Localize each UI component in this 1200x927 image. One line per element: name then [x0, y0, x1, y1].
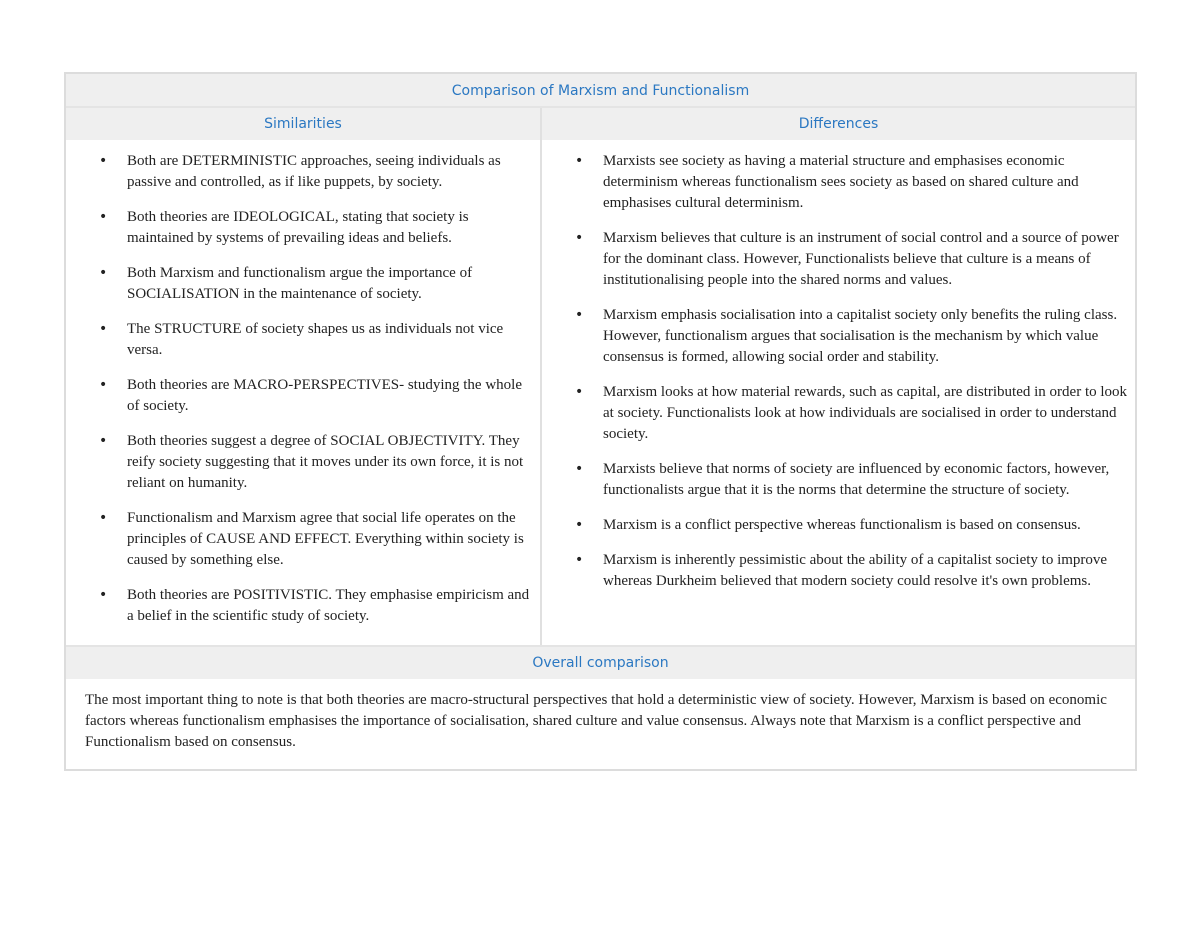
differences-list — [542, 140, 1135, 610]
list-item: • Marxism emphasis socialisation into a capitalist society only benefits the ruling class. However, functionalism argues that socialisation is the mechanism by which value consensus is formed, allowing social order and stability. — [542, 305, 1135, 368]
list-item: • Marxism believes that culture is an instrument of social control and a source of power for the dominant class. However, Functionalists believe that culture is a means of institutionalising people into the shared norms and values. — [542, 228, 1135, 291]
list-item: • Marxists see society as having a material structure and emphasises economic determinism whereas functionalism sees society as based on shared culture and emphasises cultural determinism. — [542, 151, 1135, 214]
comparison-columns — [66, 108, 1135, 647]
list-item: • Both Marxism and functionalism argue the importance of SOCIALISATION in the maintenance of society. — [66, 263, 540, 305]
list-item: • The STRUCTURE of society shapes us as individuals not vice versa. — [66, 319, 540, 361]
overall-text: The most important thing to note is that both theories are macro-structural perspectives that hold a deterministic view of society. However, Marxism is based on economic factors whereas functionalism emphasises the importance of socialisation, shared culture and value consensus. Always note that Marxism is a conflict perspective and Functionalism based on consensus. — [85, 692, 1107, 750]
overall-heading: Overall comparison — [66, 647, 1135, 679]
differences-heading: Differences — [542, 108, 1135, 140]
differences-column — [542, 108, 1135, 645]
list-item: • Both are DETERMINISTIC approaches, seeing individuals as passive and controlled, as if like puppets, by society. — [66, 151, 540, 193]
list-item: • Both theories are IDEOLOGICAL, stating that society is maintained by systems of prevailing ideas and beliefs. — [66, 207, 540, 249]
similarities-column — [66, 108, 542, 645]
list-item: • Both theories are MACRO-PERSPECTIVES- studying the whole of society. — [66, 375, 540, 417]
similarities-list — [66, 140, 540, 645]
list-item: • Both theories are POSITIVISTIC. They emphasise empiricism and a belief in the scientific study of society. — [66, 585, 540, 627]
comparison-table — [64, 72, 1137, 771]
list-item: • Marxism looks at how material rewards, such as capital, are distributed in order to look at society. Functionalists look at how individuals are socialised in order to understand society. — [542, 382, 1135, 445]
similarities-heading: Similarities — [66, 108, 540, 140]
list-item: • Marxism is a conflict perspective whereas functionalism is based on consensus. — [542, 515, 1135, 536]
list-item: • Marxism is inherently pessimistic about the ability of a capitalist society to improve whereas Durkheim believed that modern society could resolve it's own problems. — [542, 550, 1135, 592]
list-item: • Marxists believe that norms of society are influenced by economic factors, however, functionalists argue that it is the norms that determine the structure of society. — [542, 459, 1135, 501]
table-title: Comparison of Marxism and Functionalism — [66, 74, 1135, 108]
list-item: • Both theories suggest a degree of SOCIAL OBJECTIVITY. They reify society suggesting that it moves under its own force, it is not reliant on humanity. — [66, 431, 540, 494]
list-item: • Functionalism and Marxism agree that social life operates on the principles of CAUSE AND EFFECT. Everything within society is caused by something else. — [66, 508, 540, 571]
